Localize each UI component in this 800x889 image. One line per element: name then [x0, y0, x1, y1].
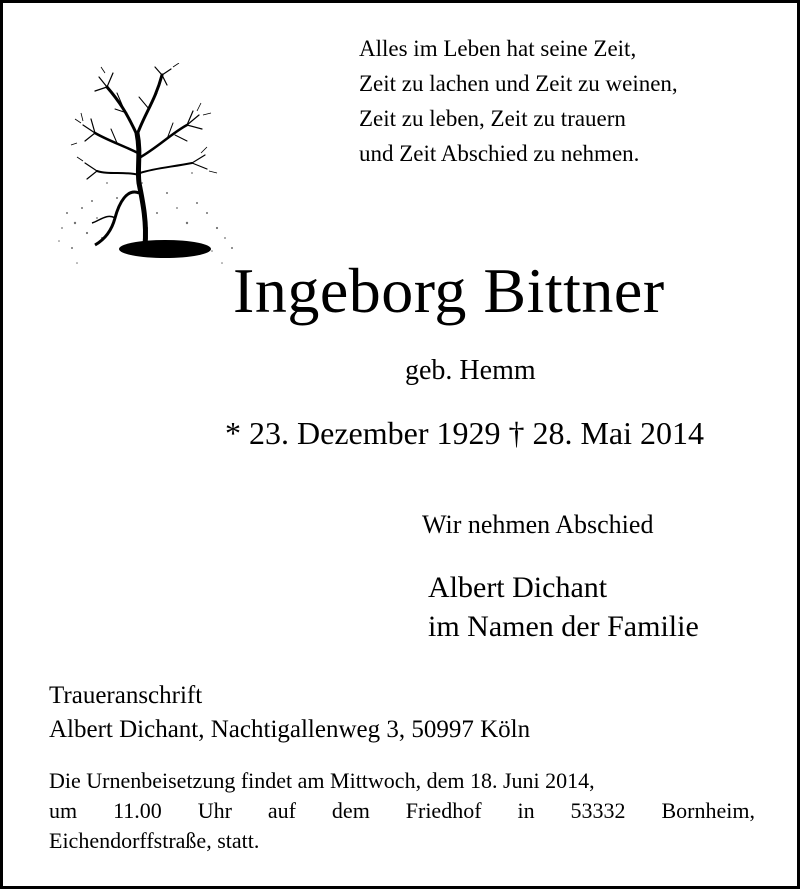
- poem-line: und Zeit Abschied zu nehmen.: [359, 141, 640, 166]
- mourner-line: im Namen der Familie: [428, 610, 699, 643]
- poem-line: Zeit zu lachen und Zeit zu weinen,: [359, 71, 678, 96]
- maiden-name: geb. Hemm: [405, 355, 536, 386]
- burial-notice: [49, 766, 755, 856]
- mourner-line: Albert Dichant: [428, 571, 608, 604]
- mourners-signature: [428, 568, 699, 646]
- tree-icon: [47, 63, 242, 275]
- poem-line: Alles im Leben hat seine Zeit,: [359, 36, 637, 61]
- notice-line: um 11.00 Uhr auf dem Friedhof in 53332 Bornheim,: [49, 798, 755, 823]
- life-dates: * 23. Dezember 1929 † 28. Mai 2014: [225, 415, 705, 451]
- address-heading: Traueranschrift: [49, 682, 203, 709]
- notice-line: Eichendorffstraße, statt.: [49, 828, 260, 853]
- poem: [359, 31, 678, 171]
- farewell-text: Wir nehmen Abschied: [422, 510, 654, 539]
- poem-line: Zeit zu leben, Zeit zu trauern: [359, 106, 626, 131]
- address-line: Albert Dichant, Nachtigallenweg 3, 50997 Köln: [49, 716, 531, 743]
- notice-line: Die Urnenbeisetzung findet am Mittwoch, dem 18. Juni 2014,: [49, 768, 595, 793]
- deceased-name: Ingeborg Bittner: [233, 255, 665, 326]
